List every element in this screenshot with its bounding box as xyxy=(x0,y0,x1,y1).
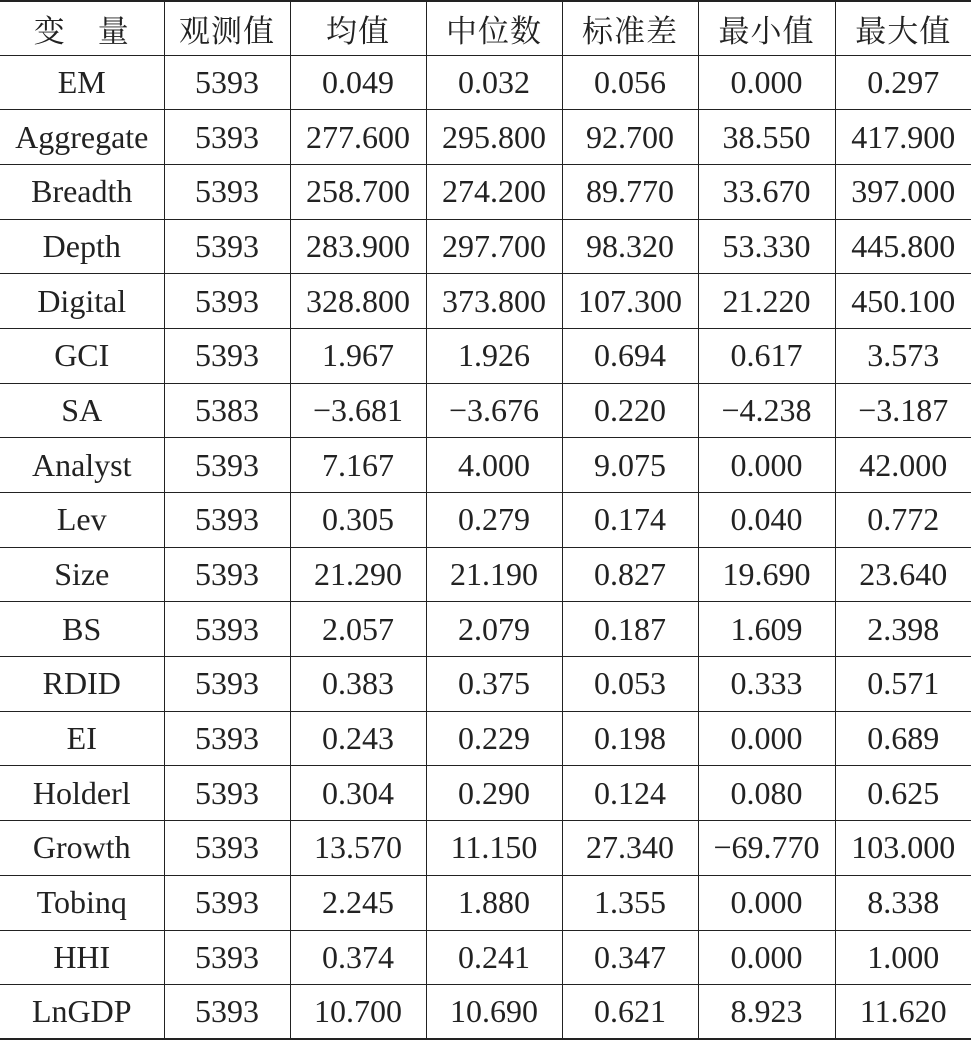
cell-median: 274.200 xyxy=(426,164,562,219)
cell-variable: GCI xyxy=(0,328,164,383)
cell-max: 2.398 xyxy=(835,602,971,657)
cell-median: 295.800 xyxy=(426,110,562,165)
cell-median: 21.190 xyxy=(426,547,562,602)
cell-mean: 277.600 xyxy=(290,110,426,165)
cell-variable: Aggregate xyxy=(0,110,164,165)
cell-mean: 13.570 xyxy=(290,821,426,876)
cell-std-dev: 92.700 xyxy=(562,110,698,165)
cell-min: 38.550 xyxy=(698,110,835,165)
cell-std-dev: 9.075 xyxy=(562,438,698,493)
cell-std-dev: 0.053 xyxy=(562,657,698,712)
cell-variable: Depth xyxy=(0,219,164,274)
header-median: 中位数 xyxy=(426,1,562,55)
cell-max: 11.620 xyxy=(835,985,971,1040)
table-header xyxy=(0,1,971,55)
cell-min: 0.000 xyxy=(698,875,835,930)
cell-min: 1.609 xyxy=(698,602,835,657)
cell-max: 3.573 xyxy=(835,328,971,383)
cell-variable: Holderl xyxy=(0,766,164,821)
cell-observations: 5393 xyxy=(164,711,290,766)
cell-max: 445.800 xyxy=(835,219,971,274)
cell-std-dev: 0.694 xyxy=(562,328,698,383)
cell-observations: 5393 xyxy=(164,328,290,383)
table-row xyxy=(0,438,971,493)
cell-observations: 5393 xyxy=(164,657,290,712)
cell-median: 0.241 xyxy=(426,930,562,985)
cell-observations: 5393 xyxy=(164,55,290,110)
cell-variable: BS xyxy=(0,602,164,657)
table-body xyxy=(0,55,971,1039)
cell-mean: 0.049 xyxy=(290,55,426,110)
cell-std-dev: 0.621 xyxy=(562,985,698,1040)
cell-mean: 258.700 xyxy=(290,164,426,219)
cell-min: 19.690 xyxy=(698,547,835,602)
cell-mean: 0.243 xyxy=(290,711,426,766)
cell-median: 4.000 xyxy=(426,438,562,493)
cell-variable: Tobinq xyxy=(0,875,164,930)
cell-std-dev: 0.056 xyxy=(562,55,698,110)
cell-mean: 0.383 xyxy=(290,657,426,712)
cell-max: 8.338 xyxy=(835,875,971,930)
cell-min: 0.040 xyxy=(698,493,835,548)
cell-max: 1.000 xyxy=(835,930,971,985)
cell-max: 42.000 xyxy=(835,438,971,493)
cell-median: 0.290 xyxy=(426,766,562,821)
cell-median: 0.375 xyxy=(426,657,562,712)
cell-observations: 5393 xyxy=(164,110,290,165)
cell-median: 373.800 xyxy=(426,274,562,329)
table-row xyxy=(0,766,971,821)
header-mean: 均值 xyxy=(290,1,426,55)
cell-min: 33.670 xyxy=(698,164,835,219)
cell-std-dev: 0.187 xyxy=(562,602,698,657)
cell-median: 11.150 xyxy=(426,821,562,876)
cell-median: 0.032 xyxy=(426,55,562,110)
table-row xyxy=(0,328,971,383)
cell-min: 8.923 xyxy=(698,985,835,1040)
table-row xyxy=(0,821,971,876)
cell-mean: 1.967 xyxy=(290,328,426,383)
table-row xyxy=(0,274,971,329)
header-max: 最大值 xyxy=(835,1,971,55)
cell-min: −69.770 xyxy=(698,821,835,876)
cell-std-dev: 0.827 xyxy=(562,547,698,602)
cell-std-dev: 89.770 xyxy=(562,164,698,219)
header-std-dev: 标准差 xyxy=(562,1,698,55)
cell-variable: EI xyxy=(0,711,164,766)
cell-observations: 5393 xyxy=(164,875,290,930)
cell-variable: HHI xyxy=(0,930,164,985)
cell-std-dev: 0.174 xyxy=(562,493,698,548)
cell-max: 397.000 xyxy=(835,164,971,219)
table-row xyxy=(0,219,971,274)
cell-median: 10.690 xyxy=(426,985,562,1040)
cell-observations: 5393 xyxy=(164,821,290,876)
header-row xyxy=(0,1,971,55)
cell-median: 2.079 xyxy=(426,602,562,657)
cell-max: 103.000 xyxy=(835,821,971,876)
cell-std-dev: 27.340 xyxy=(562,821,698,876)
header-observations: 观测值 xyxy=(164,1,290,55)
cell-mean: 21.290 xyxy=(290,547,426,602)
cell-mean: 0.304 xyxy=(290,766,426,821)
cell-observations: 5393 xyxy=(164,274,290,329)
cell-mean: 328.800 xyxy=(290,274,426,329)
cell-variable: Analyst xyxy=(0,438,164,493)
cell-variable: Growth xyxy=(0,821,164,876)
cell-min: 0.000 xyxy=(698,711,835,766)
cell-observations: 5393 xyxy=(164,547,290,602)
table-row xyxy=(0,55,971,110)
cell-mean: 7.167 xyxy=(290,438,426,493)
cell-min: 0.000 xyxy=(698,930,835,985)
cell-mean: 283.900 xyxy=(290,219,426,274)
cell-variable: Size xyxy=(0,547,164,602)
cell-observations: 5393 xyxy=(164,219,290,274)
cell-std-dev: 0.124 xyxy=(562,766,698,821)
cell-observations: 5383 xyxy=(164,383,290,438)
header-variable: 变 量 xyxy=(0,1,164,55)
cell-std-dev: 0.198 xyxy=(562,711,698,766)
cell-std-dev: 107.300 xyxy=(562,274,698,329)
cell-variable: Digital xyxy=(0,274,164,329)
cell-min: 0.617 xyxy=(698,328,835,383)
cell-median: −3.676 xyxy=(426,383,562,438)
cell-max: 0.689 xyxy=(835,711,971,766)
table-row xyxy=(0,493,971,548)
cell-observations: 5393 xyxy=(164,438,290,493)
cell-max: 0.297 xyxy=(835,55,971,110)
cell-mean: 2.245 xyxy=(290,875,426,930)
cell-max: 0.772 xyxy=(835,493,971,548)
cell-observations: 5393 xyxy=(164,766,290,821)
cell-median: 297.700 xyxy=(426,219,562,274)
cell-max: 450.100 xyxy=(835,274,971,329)
cell-median: 1.880 xyxy=(426,875,562,930)
cell-min: 0.000 xyxy=(698,55,835,110)
table-row xyxy=(0,930,971,985)
table-row xyxy=(0,711,971,766)
cell-variable: Breadth xyxy=(0,164,164,219)
table-row xyxy=(0,547,971,602)
cell-variable: Lev xyxy=(0,493,164,548)
table-row xyxy=(0,602,971,657)
table-row xyxy=(0,383,971,438)
cell-observations: 5393 xyxy=(164,602,290,657)
cell-observations: 5393 xyxy=(164,493,290,548)
cell-variable: RDID xyxy=(0,657,164,712)
table-row xyxy=(0,110,971,165)
cell-max: 0.625 xyxy=(835,766,971,821)
header-min: 最小值 xyxy=(698,1,835,55)
cell-min: 0.080 xyxy=(698,766,835,821)
cell-mean: 0.374 xyxy=(290,930,426,985)
table-row xyxy=(0,657,971,712)
cell-max: −3.187 xyxy=(835,383,971,438)
cell-mean: −3.681 xyxy=(290,383,426,438)
cell-min: 53.330 xyxy=(698,219,835,274)
cell-observations: 5393 xyxy=(164,985,290,1040)
cell-min: 21.220 xyxy=(698,274,835,329)
cell-median: 1.926 xyxy=(426,328,562,383)
cell-std-dev: 0.347 xyxy=(562,930,698,985)
cell-observations: 5393 xyxy=(164,930,290,985)
cell-min: 0.333 xyxy=(698,657,835,712)
cell-mean: 2.057 xyxy=(290,602,426,657)
cell-mean: 10.700 xyxy=(290,985,426,1040)
cell-max: 417.900 xyxy=(835,110,971,165)
cell-std-dev: 0.220 xyxy=(562,383,698,438)
cell-min: 0.000 xyxy=(698,438,835,493)
table-row xyxy=(0,164,971,219)
cell-variable: SA xyxy=(0,383,164,438)
cell-mean: 0.305 xyxy=(290,493,426,548)
table-row xyxy=(0,985,971,1040)
cell-min: −4.238 xyxy=(698,383,835,438)
cell-variable: EM xyxy=(0,55,164,110)
cell-max: 0.571 xyxy=(835,657,971,712)
cell-median: 0.229 xyxy=(426,711,562,766)
cell-observations: 5393 xyxy=(164,164,290,219)
cell-median: 0.279 xyxy=(426,493,562,548)
cell-std-dev: 1.355 xyxy=(562,875,698,930)
cell-variable: LnGDP xyxy=(0,985,164,1040)
table-row xyxy=(0,875,971,930)
cell-std-dev: 98.320 xyxy=(562,219,698,274)
cell-max: 23.640 xyxy=(835,547,971,602)
